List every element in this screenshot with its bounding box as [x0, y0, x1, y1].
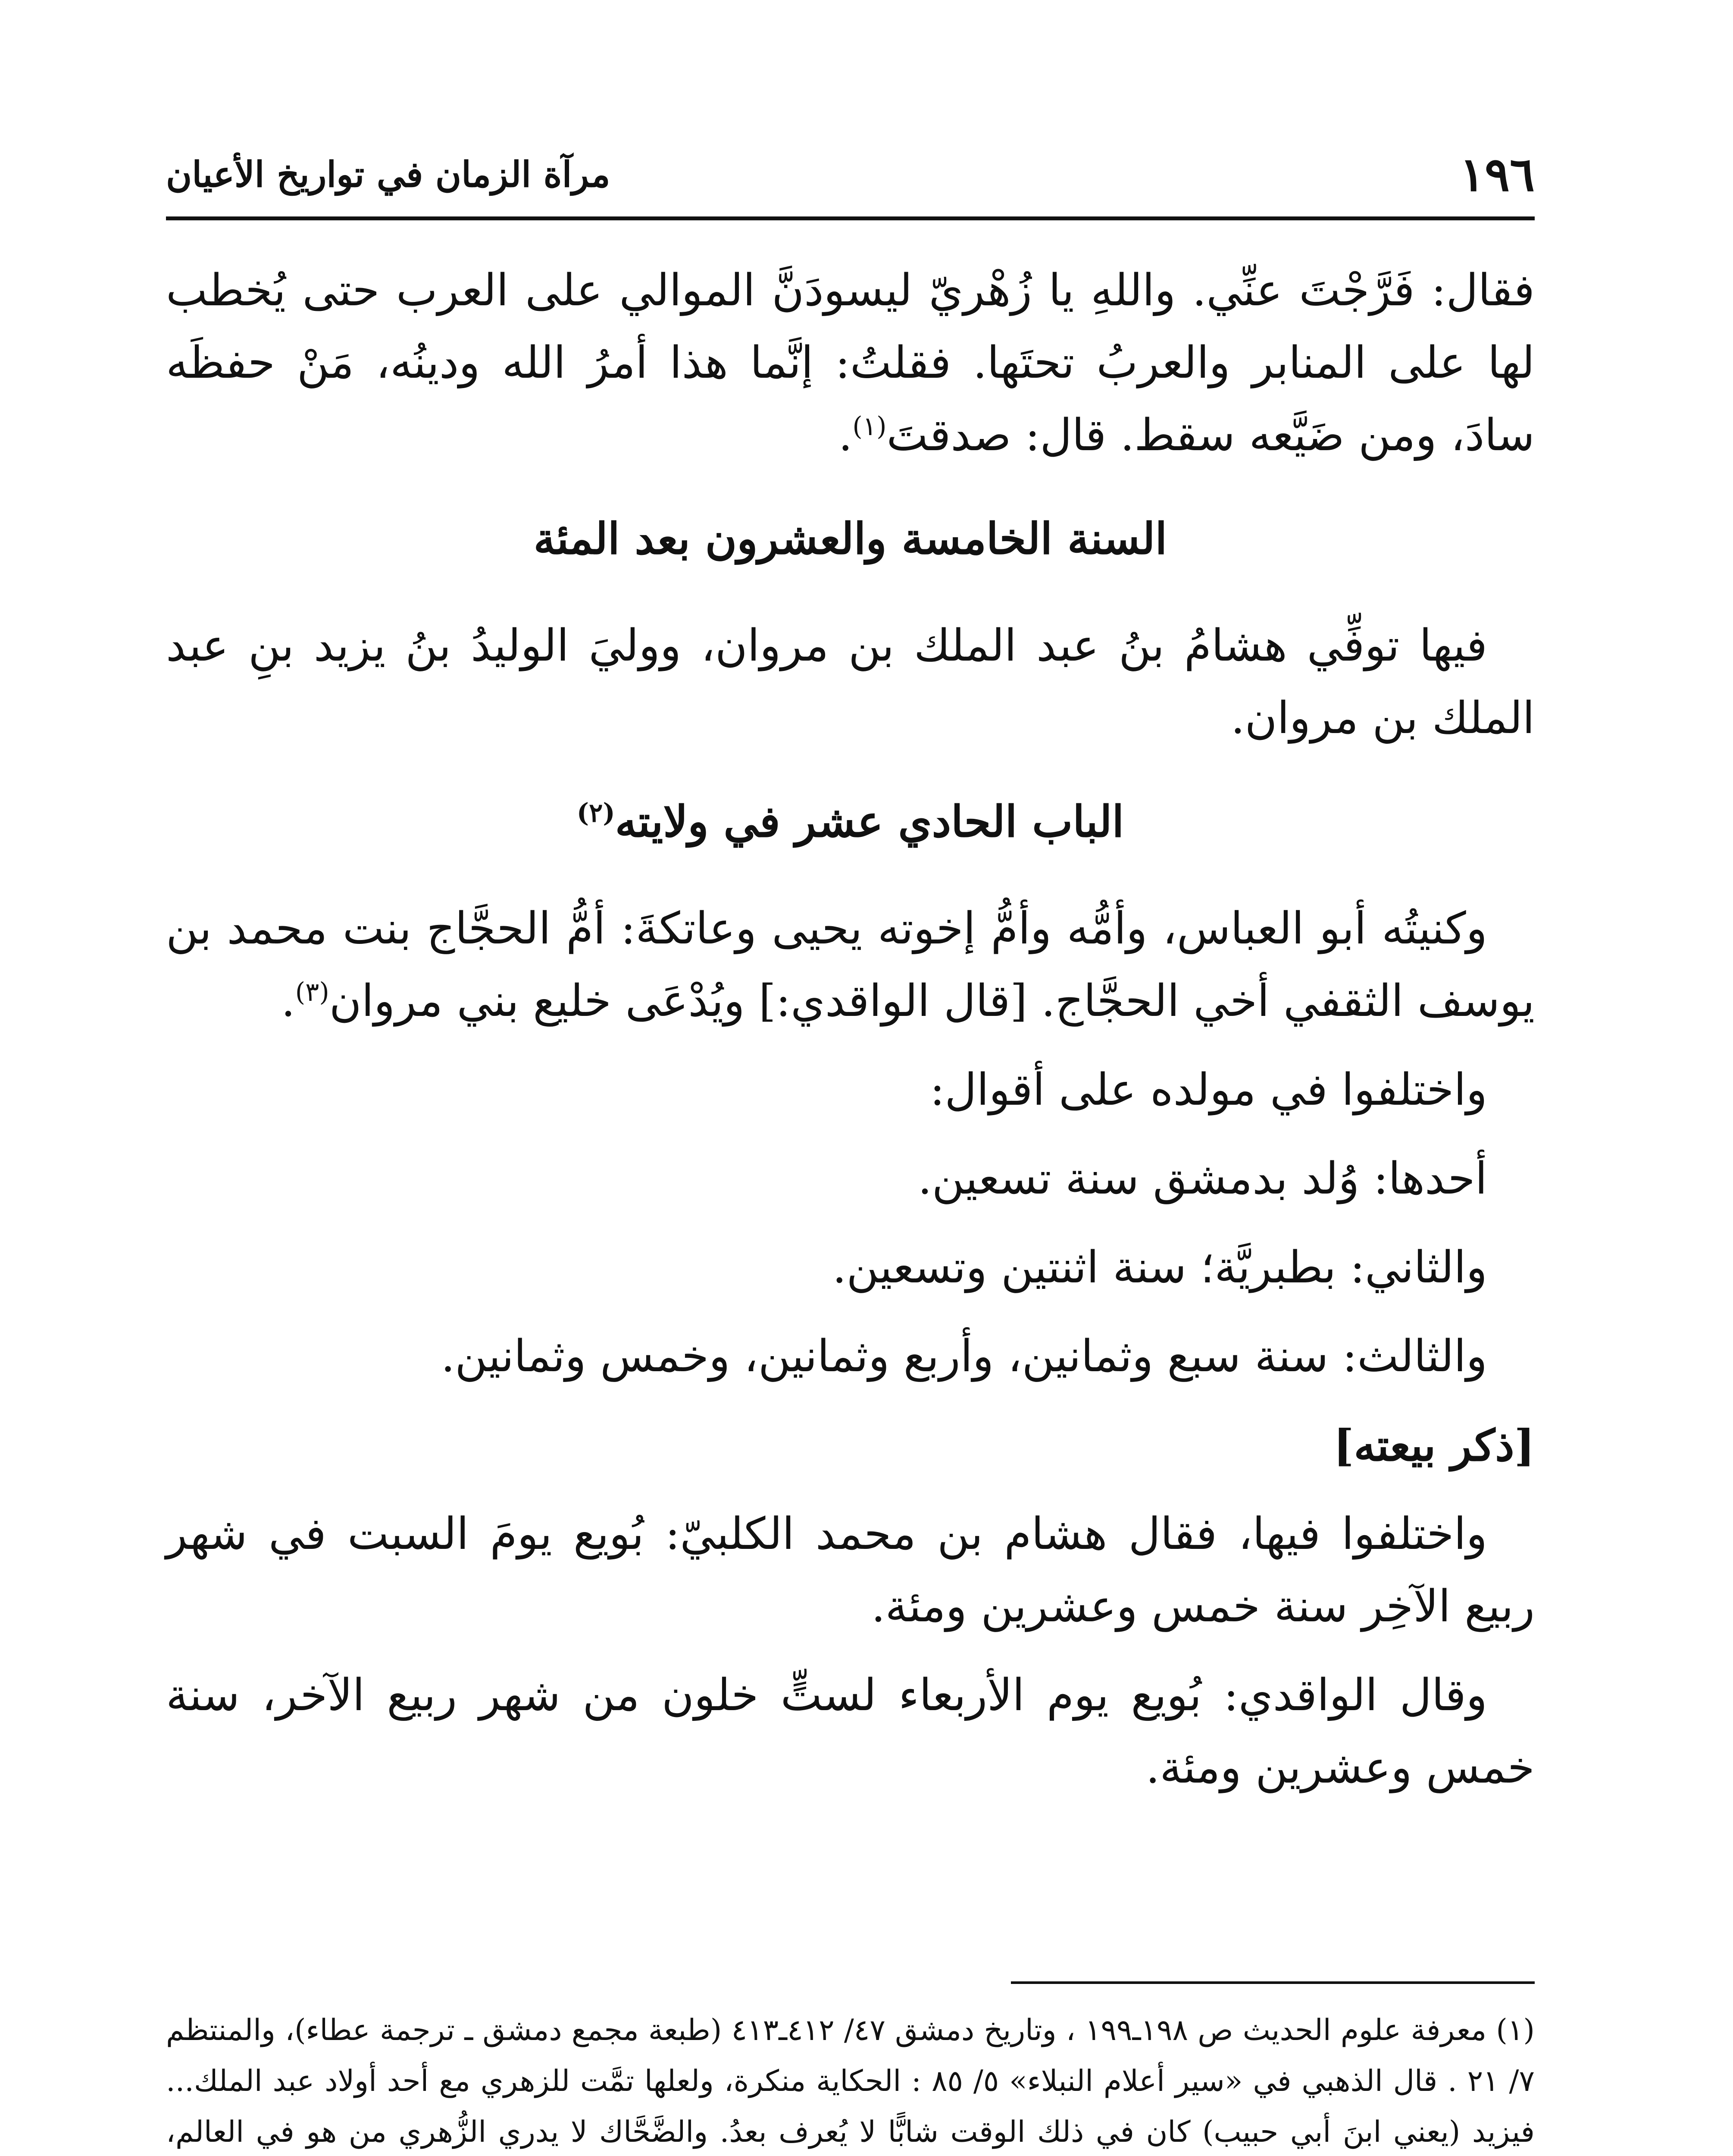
paragraph-6: والثاني: بطبريَّة؛ سنة اثنتين وتسعين. — [832, 1242, 1487, 1293]
footnote-1: (١) معرفة علوم الحديث ص ١٩٨ـ١٩٩ ، وتاريخ دمشق ٤٧/ ٤١٢ـ٤١٣ (طبعة مجمع دمشق ـ ترجمة عطاء)، والمنتظم ٧/ ٢١ . قال الذهبي في «سير أعلام النبلاء» ٥/ ٨٥ : الحكاية منكرة، ولعلها تمَّت للزهري مع أحد أولاد عبد الملك... فيزيد (يعني ابنَ أبي حبيب) كان في ذلك الوقت شابًّا لا يُعرف بعدُ. والضَّحَّاك لا يدري الزُّهري من هو في العالم، — [166, 2013, 1535, 2149]
chapter-heading: الباب الحادي عشر في ولايته$^{(٢)}$ — [576, 796, 1124, 847]
running-header — [166, 142, 1535, 207]
footnotes — [166, 2005, 1535, 2156]
footnote-separator — [1011, 1981, 1535, 1984]
paragraph-3: وكنيتُه أبو العباس، وأمُّه وأمُّ إخوته يحيى وعاتكةَ: أمُّ الحجَّاج بنت محمد بن يوسف الثقفي أخي الحجَّاج. [قال الواقدي:] ويُدْعَى خليع بني مروان$^{(٣)}$. — [166, 903, 1535, 1027]
footnote-ref-3: (٣) — [295, 977, 329, 1007]
main-text — [166, 254, 1535, 1821]
paragraph-8: واختلفوا فيها، فقال هشام بن محمد الكلبيّ: بُويع يومَ السبت في شهر ربيع الآخِر سنة خمس وعشرين ومئة. — [166, 1508, 1535, 1632]
paragraph-5: أحدها: وُلد بدمشق سنة تسعين. — [918, 1153, 1487, 1204]
paragraph-9: وقال الواقدي: بُويع يوم الأربعاء لستٍّ خلون من شهر ربيع الآخر، سنة خمس وعشرين ومئة. — [166, 1670, 1535, 1793]
page-number: ١٩٦ — [1459, 147, 1535, 202]
footnote-ref-1: (١) — [852, 411, 887, 442]
paragraph-1: فقال: فَرَّجْتَ عنِّي. واللهِ يا زُهْريّ ليسودَنَّ الموالي على العرب حتى يُخطب لها على المنابر والعربُ تحتَها. فقلتُ: إنَّما هذا أمرُ الله ودينُه، مَنْ حفظَه سادَ، ومن ضَيَّعه سقط. قال: صدقتَ$^{(١)}$. — [166, 265, 1535, 461]
paragraph-4: واختلفوا في مولده على أقوال: — [930, 1064, 1487, 1116]
header-rule — [166, 216, 1535, 220]
paragraph-2: فيها توفِّي هشامُ بنُ عبد الملك بن مروان، ووليَ الوليدُ بنُ يزيد بنِ عبد الملك بن مروان. — [166, 620, 1535, 744]
subheading-bayah: [ذكر بيعته] — [1333, 1420, 1535, 1471]
footnote-ref-2: (٢) — [576, 798, 615, 828]
paragraph-7: والثالث: سنة سبع وثمانين، وأربع وثمانين، وخمس وثمانين. — [441, 1331, 1487, 1382]
book-title: مرآة الزمان في تواريخ الأعيان — [166, 154, 610, 195]
section-heading-year-125: السنة الخامسة والعشرون بعد المئة — [533, 513, 1167, 564]
